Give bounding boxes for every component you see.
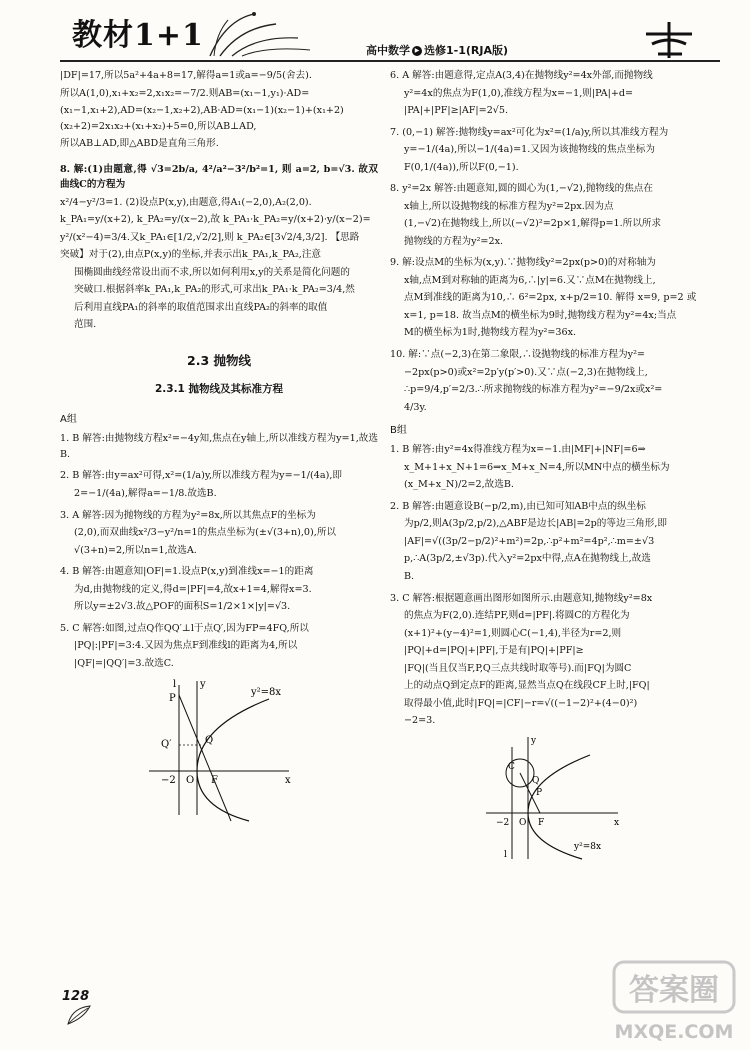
text-line: 4/3y. bbox=[404, 401, 427, 413]
text-line: 为p/2,则A(3p/2,p/2),△ABF是边长|AB|=2p的等边三角形,即 bbox=[404, 518, 668, 530]
fig-label: l bbox=[504, 849, 507, 860]
question-8 bbox=[390, 181, 716, 249]
text-line: |PQ|:|PF|=3:4.又因为焦点F到准线l的距离为4,所以 bbox=[74, 640, 298, 652]
book-logo: 教材1+1 bbox=[72, 18, 204, 53]
header-subject: 高中数学 ▶ 选修1-1(RJA版) bbox=[366, 44, 509, 57]
fig-equation: y²=8x bbox=[251, 687, 282, 699]
header-rule bbox=[60, 60, 720, 62]
text-line: 所以y=±2√3.故△POF的面积S=1/2×1×|y|=√3. bbox=[74, 601, 291, 613]
answer-b2 bbox=[390, 499, 716, 585]
text-line: x轴上,所以设抛物线的标准方程为y²=2px.因为点 bbox=[404, 200, 614, 212]
fig-label: O bbox=[519, 817, 527, 828]
text-line: |PQ|+d=|PQ|+|PF|,于是有|PQ|+|PF|≥ bbox=[404, 645, 584, 657]
text-line: B. bbox=[404, 571, 415, 582]
answer-b3 bbox=[390, 591, 716, 729]
text-line: y²=4x的焦点为F(1,0),准线方程为x=−1,则|PA|+d= bbox=[404, 87, 634, 99]
page-header bbox=[60, 6, 720, 62]
line-pf bbox=[179, 695, 231, 821]
parabola-figure-2 bbox=[478, 733, 628, 863]
fig-label: y bbox=[200, 679, 206, 691]
text-line: (2,0),而双曲线x²/3−y²/n=1的焦点坐标为(±√(3+n),0),所以 bbox=[74, 527, 337, 539]
text-line: 3. A 解答:因为抛物线的方程为y²=8x,所以其焦点F的坐标为 bbox=[60, 509, 316, 521]
text-line: 突破】对于(2),由点P(x,y)的坐标,并表示出k_PA₁,k_PA₂,注意 bbox=[60, 249, 322, 261]
text-line: p,∴A(3p/2,±√3p).代入y²=2px中得,点A在抛物线上,故选 bbox=[404, 553, 651, 565]
text-line: F(0,1/(4a)),所以F(0,−1). bbox=[404, 161, 519, 173]
leaf-decoration-icon bbox=[66, 1004, 94, 1026]
text-line: 抛物线的方程为y²=2x. bbox=[404, 235, 504, 247]
answer-b1 bbox=[390, 442, 716, 493]
text-line: −2=3. bbox=[404, 715, 436, 727]
fig-label: C bbox=[508, 761, 515, 772]
text-line: 1. B 解答:由y²=4x得准线方程为x=−1.由|MF|+|NF|=6⇒ bbox=[390, 444, 646, 456]
fig-label: −2 bbox=[161, 775, 176, 787]
text-line: y=−1/(4a),所以−1/(4a)=1.又因为该抛物线的焦点坐标为 bbox=[404, 144, 655, 156]
question-8 bbox=[60, 162, 378, 333]
text-line: 3. C 解答:根据题意画出图形如图所示.由题意知,抛物线y²=8x bbox=[390, 592, 653, 604]
text-line: 围椭圆曲线经常设出而不求,所以如何利用x,y的关系是简化问题的 bbox=[74, 266, 350, 278]
play-icon: ▶ bbox=[412, 46, 422, 56]
fig-label: x bbox=[285, 775, 291, 787]
text-line: 的焦点为F(2,0).连结PF,则d=|PF|.将圆C的方程化为 bbox=[404, 610, 630, 622]
text-line: 4. B 解答:由题意知|OF|=1.设点P(x,y)到准线x=−1的距离 bbox=[60, 566, 314, 578]
fig-label: O bbox=[186, 775, 195, 787]
watermark-logo bbox=[610, 958, 738, 1046]
text-line: (x₁−1,x₁+2),AD=(x₂−1,x₂+2),AB·AD=(x₁−1)(x₂−1)+(x₁+2)(x₂+2)=2x₁x₂+(x₁+x₂)+5=0,所以AB⊥AD, bbox=[60, 105, 344, 132]
text-line: |DF|=17,所以5a²+4a+8=17,解得a=1或a=−9/5(舍去). bbox=[60, 70, 312, 81]
text-line: 上的动点Q到定点F的距离,显然当点Q在线段CF上时,|FQ| bbox=[404, 680, 650, 692]
parabola-figure-1 bbox=[139, 675, 299, 825]
fig-label: P bbox=[536, 787, 543, 798]
text-line: 8. y²=2x 解答:由题意知,圆的圆心为(1,−√2),抛物线的焦点在 bbox=[390, 183, 653, 195]
text-line: 范围. bbox=[74, 319, 97, 331]
text-line: x轴,点M到对称轴的距离为6,∴|y|=6.又∵点M在抛物线上, bbox=[404, 274, 656, 286]
parabola-lower bbox=[197, 771, 249, 821]
fig-label: Q′ bbox=[161, 739, 172, 751]
text-line: 所以AB⊥AD,即△ABD是直角三角形. bbox=[60, 138, 219, 150]
text-line: (x+1)²+(y−4)²=1,则圆心C(−1,4),半径为r=2,则 bbox=[404, 627, 622, 639]
parabola-lower bbox=[528, 813, 582, 859]
question-6 bbox=[390, 68, 716, 119]
text-line: M的横坐标为1时,抛物线方程为y²=36x. bbox=[404, 327, 577, 339]
text-line: 所以A(1,0),x₁+x₂=2,x₁x₂=−7/2.则AB=(x₁−1,y₁)·AD= bbox=[60, 87, 310, 99]
answer-a2 bbox=[60, 468, 378, 501]
text-line: √(3+n)=2,所以n=1,故选A. bbox=[74, 544, 197, 556]
answer-a1: 1. B 解答:由抛物线方程x²=−4y知,焦点在y轴上,所以准线方程为y=1,故选B. bbox=[60, 433, 378, 460]
grass-decoration-icon bbox=[206, 10, 316, 58]
text-line: 8. 解:(1)由题意,得 √3=2b/a, 4²/a²−3²/b²=1, 则 a=2, b=√3. 故双曲线C的方程为 bbox=[60, 163, 378, 191]
continued-solution bbox=[60, 68, 378, 152]
text-line: y²/(x²−4)=3/4.又k_PA₁∈[1/2,√2/2],则 k_PA₂∈[3√2/4,3/2]. 【思路 bbox=[60, 231, 360, 243]
fig-equation: y²=8x bbox=[574, 841, 602, 852]
text-line: x_M+1+x_N+1=6⇒x_M+x_N=4,所以MN中点的横坐标为 bbox=[404, 461, 670, 473]
text-line: 为d,由抛物线的定义,得d=|PF|=4,故x+1=4,解得x=3. bbox=[74, 583, 312, 595]
fig-label: −2 bbox=[496, 817, 510, 828]
right-column bbox=[390, 68, 716, 867]
fig-label: y bbox=[531, 735, 537, 746]
page-number: 128 bbox=[62, 989, 90, 1004]
answer-a5 bbox=[60, 621, 378, 672]
text-line: |QF|=|QQ′|=3.故选C. bbox=[74, 657, 174, 669]
group-b-label: B组 bbox=[390, 425, 407, 437]
text-line: 2=−1/(4a),解得a=−1/8.故选B. bbox=[74, 488, 217, 499]
section-title: 2.3 抛物线 bbox=[187, 352, 251, 368]
answer-a4 bbox=[60, 564, 378, 615]
text-line: x²/4−y²/3=1. (2)设点P(x,y),由题意,得A₁(−2,0),A₂(2,0). bbox=[60, 196, 312, 208]
text-line: |PA|+|PF|≥|AF|=2√5. bbox=[404, 105, 509, 117]
header-emblem-icon bbox=[642, 20, 696, 60]
fig-label: P bbox=[169, 693, 176, 705]
text-line: 突破口.根据斜率k_PA₁,k_PA₂的形式,可求出k_PA₁·k_PA₂=3/4,然 bbox=[74, 284, 355, 296]
text-line: |FQ|(当且仅当F,P,Q三点共线时取等号).而|FQ|为圆C bbox=[404, 662, 632, 674]
text-line: |AF|=√((3p/2−p/2)²+m²)=2p,∴p²+m²=4p²,∴m=±√3 bbox=[404, 535, 655, 547]
question-10 bbox=[390, 347, 716, 415]
fig-label: F bbox=[538, 817, 545, 828]
text-line: 2. B 解答:由题意设B(−p/2,m),由已知可知AB中点的纵坐标 bbox=[390, 500, 646, 512]
text-line: 5. C 解答:如图,过点Q作QQ′⊥l于点Q′,因为FP=4FQ,所以 bbox=[60, 622, 309, 634]
text-line: 6. A 解答:由题意得,定点A(3,4)在抛物线y²=4x外部,而抛物线 bbox=[390, 70, 653, 81]
group-a-label: A组 bbox=[60, 414, 77, 426]
text-line: 9. 解:设点M的坐标为(x,y).∵抛物线y²=2px(p>0)的对称轴为 bbox=[390, 257, 656, 269]
question-9 bbox=[390, 255, 716, 341]
text-line: 取得最小值,此时|FQ|=|CF|−r=√((−1−2)²+(4−0)²) bbox=[404, 697, 638, 709]
answer-a3 bbox=[60, 508, 378, 559]
text-line: x=1, p=18. 故当点M的横坐标为9时,抛物线方程为y²=4x;当点 bbox=[404, 309, 677, 321]
text-line: −2px(p>0)或x²=2p′y(p′>0).又∵点(−2,3)在抛物线上, bbox=[404, 366, 648, 378]
text-line: 2. B 解答:由y=ax²可得,x²=(1/a)y,所以准线方程为y=−1/(4a),即 bbox=[60, 470, 342, 482]
left-column bbox=[60, 68, 378, 829]
text-line: 10. 解:∵点(−2,3)在第二象限,∴设抛物线的标准方程为y²= bbox=[390, 348, 645, 360]
text-line: (x_M+x_N)/2=2,故选B. bbox=[404, 479, 514, 491]
subsection-title: 2.3.1 抛物线及其标准方程 bbox=[154, 383, 284, 396]
text-line: (1,−√2)在抛物线上,所以(−√2)²=2p×1,解得p=1.所以所求 bbox=[404, 218, 662, 230]
text-line: 后利用直线PA₁的斜率的取值范围求出直线PA₂的斜率的取值 bbox=[74, 301, 328, 313]
fig-label: Q bbox=[205, 735, 214, 747]
text-line: ∴p=9/4,p′=2/3.∴所求抛物线的标准方程为y²=−9/2x或x²= bbox=[404, 384, 663, 396]
text-line: 7. (0,−1) 解答:抛物线y=ax²可化为x²=(1/a)y,所以其准线方程为 bbox=[390, 126, 669, 138]
watermark-text: 答案圈 bbox=[629, 973, 719, 1008]
text-line: 点M到准线的距离为10,∴ 6²=2px, x+p/2=10. 解得 x=9, p=2 或 bbox=[404, 292, 697, 304]
fig-label: F bbox=[211, 775, 218, 787]
watermark-url: MXQE.COM bbox=[614, 1021, 734, 1043]
question-7 bbox=[390, 125, 716, 176]
text-line: k_PA₁=y/(x+2), k_PA₂=y/(x−2),故 k_PA₁·k_PA₂=y/(x+2)·y/(x−2)= bbox=[60, 214, 371, 226]
fig-label: l bbox=[173, 679, 177, 691]
fig-label: x bbox=[614, 817, 620, 828]
fig-label: Q bbox=[532, 775, 540, 786]
